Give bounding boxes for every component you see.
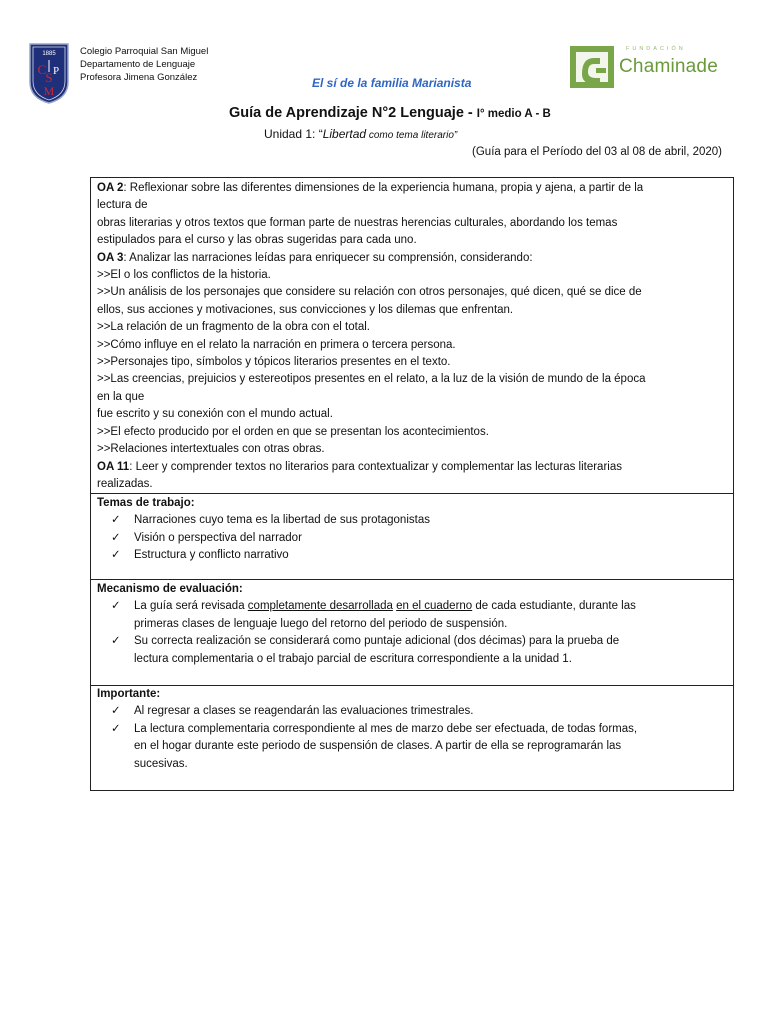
check-icon: ✓ <box>111 722 121 735</box>
title-course: I° medio A - B <box>476 108 551 120</box>
check-icon: ✓ <box>111 705 121 718</box>
svg-text:P: P <box>52 65 60 77</box>
themes-box <box>90 493 734 579</box>
oa3-line-4: ellos, sus acciones y motivaciones, sus convicciones y los dilemas que enfrentan. <box>97 303 514 316</box>
oa3-line-7: >>Personajes tipo, símbolos y tópicos literarios presentes en el texto. <box>97 356 451 369</box>
unit-prefix: Unidad 1: “ <box>264 127 323 141</box>
important-heading: Importante: <box>97 688 161 700</box>
svg-text:S: S <box>45 70 53 85</box>
evaluation-item: ✓ La guía será revisada completamente desarrollada en el cuaderno de cada estudiante, durante las primeras clases de lenguaje luego del retorno del periodo de suspensión. <box>111 600 636 630</box>
oa3-line-1: OA 3: Analizar las narraciones leídas para enriquecer su comprensión, considerando: <box>97 251 533 264</box>
important-box <box>90 685 734 791</box>
oa3-line-9: en la que <box>97 390 145 403</box>
themes-item: ✓ Estructura y conflicto narrativo <box>97 547 727 564</box>
evaluation-box <box>90 579 734 685</box>
oa3-line-2: >>El o los conflictos de la historia. <box>97 269 271 282</box>
oa11-label: OA 11 <box>97 460 130 473</box>
school-name: Colegio Parroquial San Miguel <box>80 46 209 57</box>
themes-heading: Temas de trabajo: <box>97 497 195 509</box>
check-icon: ✓ <box>111 531 121 544</box>
check-icon: ✓ <box>111 514 121 527</box>
oa3-line-3: >>Un análisis de los personajes que considere su relación con otros personajes, qué dicen, qué se dice de <box>97 286 642 299</box>
evaluation-heading: Mecanismo de evaluación: <box>97 583 243 595</box>
important-item: ✓ La lectura complementaria correspondiente al mes de marzo debe ser efectuada, de todas formas, en el hogar durante este periodo de suspensión de clases. A partir de ella se reprogramarán las sucesivas. <box>111 722 638 770</box>
oa11-line-1: OA 11: Leer y comprender textos no literarios para contextualizar y complementar las lecturas literarias <box>97 460 622 473</box>
underlined-text: completamente desarrollada <box>247 600 393 613</box>
page-title <box>229 105 551 121</box>
oa2-line-3: obras literarias y otros textos que forman parte de nuestras herencias culturales, abordando los temas <box>97 216 618 229</box>
oa2-line-2: lectura de <box>97 199 148 212</box>
themes-item: ✓ Visión o perspectiva del narrador <box>97 530 727 547</box>
svg-text:M: M <box>43 84 55 98</box>
oa3-line-12: >>Relaciones intertextuales con otras obras. <box>97 443 325 456</box>
oa3-label: OA 3 <box>97 251 124 264</box>
logo-foundation-label: FUNDACIÓN <box>626 46 686 52</box>
oa2-line-4: estipulados para el curso y las obras sugeridas para cada uno. <box>97 234 417 247</box>
check-icon: ✓ <box>111 635 121 648</box>
oa3-line-6: >>Cómo influye en el relato la narración en primera o tercera persona. <box>97 338 456 351</box>
check-icon: ✓ <box>111 549 121 562</box>
evaluation-item: ✓ Su correcta realización se considerará como puntaje adicional (dos décimas) para la prueba de lectura complementaria o el trabajo parcial de escritura correspondiente a la unidad 1. <box>111 635 620 665</box>
oa3-line-8: >>Las creencias, prejuicios y estereotipos presentes en el relato, a la luz de la visión de mundo de la época <box>97 373 646 386</box>
shield-year: 1885 <box>42 51 56 57</box>
oa3-line-11: >>El efecto producido por el orden en que se presentan los acontecimientos. <box>97 425 489 438</box>
oa2-label: OA 2 <box>97 182 124 194</box>
department-name: Departamento de Lenguaje <box>80 59 196 70</box>
check-icon: ✓ <box>111 600 121 613</box>
unit-italic-small: como tema literario” <box>366 130 458 141</box>
svg-text:C: C <box>37 62 47 77</box>
important-item: ✓ Al regresar a clases se reagendarán las evaluaciones trimestrales. <box>97 703 727 720</box>
unit-subtitle <box>264 127 457 141</box>
school-info <box>80 45 208 84</box>
oa3-line-10: fue escrito y su conexión con el mundo actual. <box>97 408 333 421</box>
teacher-name: Profesora Jimena González <box>80 72 198 83</box>
objectives-box <box>90 177 734 493</box>
motto: El sí de la familia Marianista <box>312 76 472 90</box>
themes-item: ✓ Narraciones cuyo tema es la libertad de sus protagonistas <box>97 512 727 529</box>
underlined-text: en el cuaderno <box>396 600 473 613</box>
unit-italic: Libertad <box>322 127 367 141</box>
period-line: (Guía para el Período del 03 al 08 de abril, 2020) <box>472 146 722 158</box>
oa11-line-2: realizadas. <box>97 477 153 490</box>
oa2-line-1: OA 2: Reflexionar sobre las diferentes dimensiones de la experiencia humana, propia y ajena, a partir de la <box>97 182 644 194</box>
logo-wordmark: Chaminade <box>619 56 718 77</box>
title-main: Guía de Aprendizaje N°2 Lenguaje - <box>229 105 477 121</box>
school-shield-logo <box>28 42 70 104</box>
oa3-line-5: >>La relación de un fragmento de la obra con el total. <box>97 321 370 334</box>
